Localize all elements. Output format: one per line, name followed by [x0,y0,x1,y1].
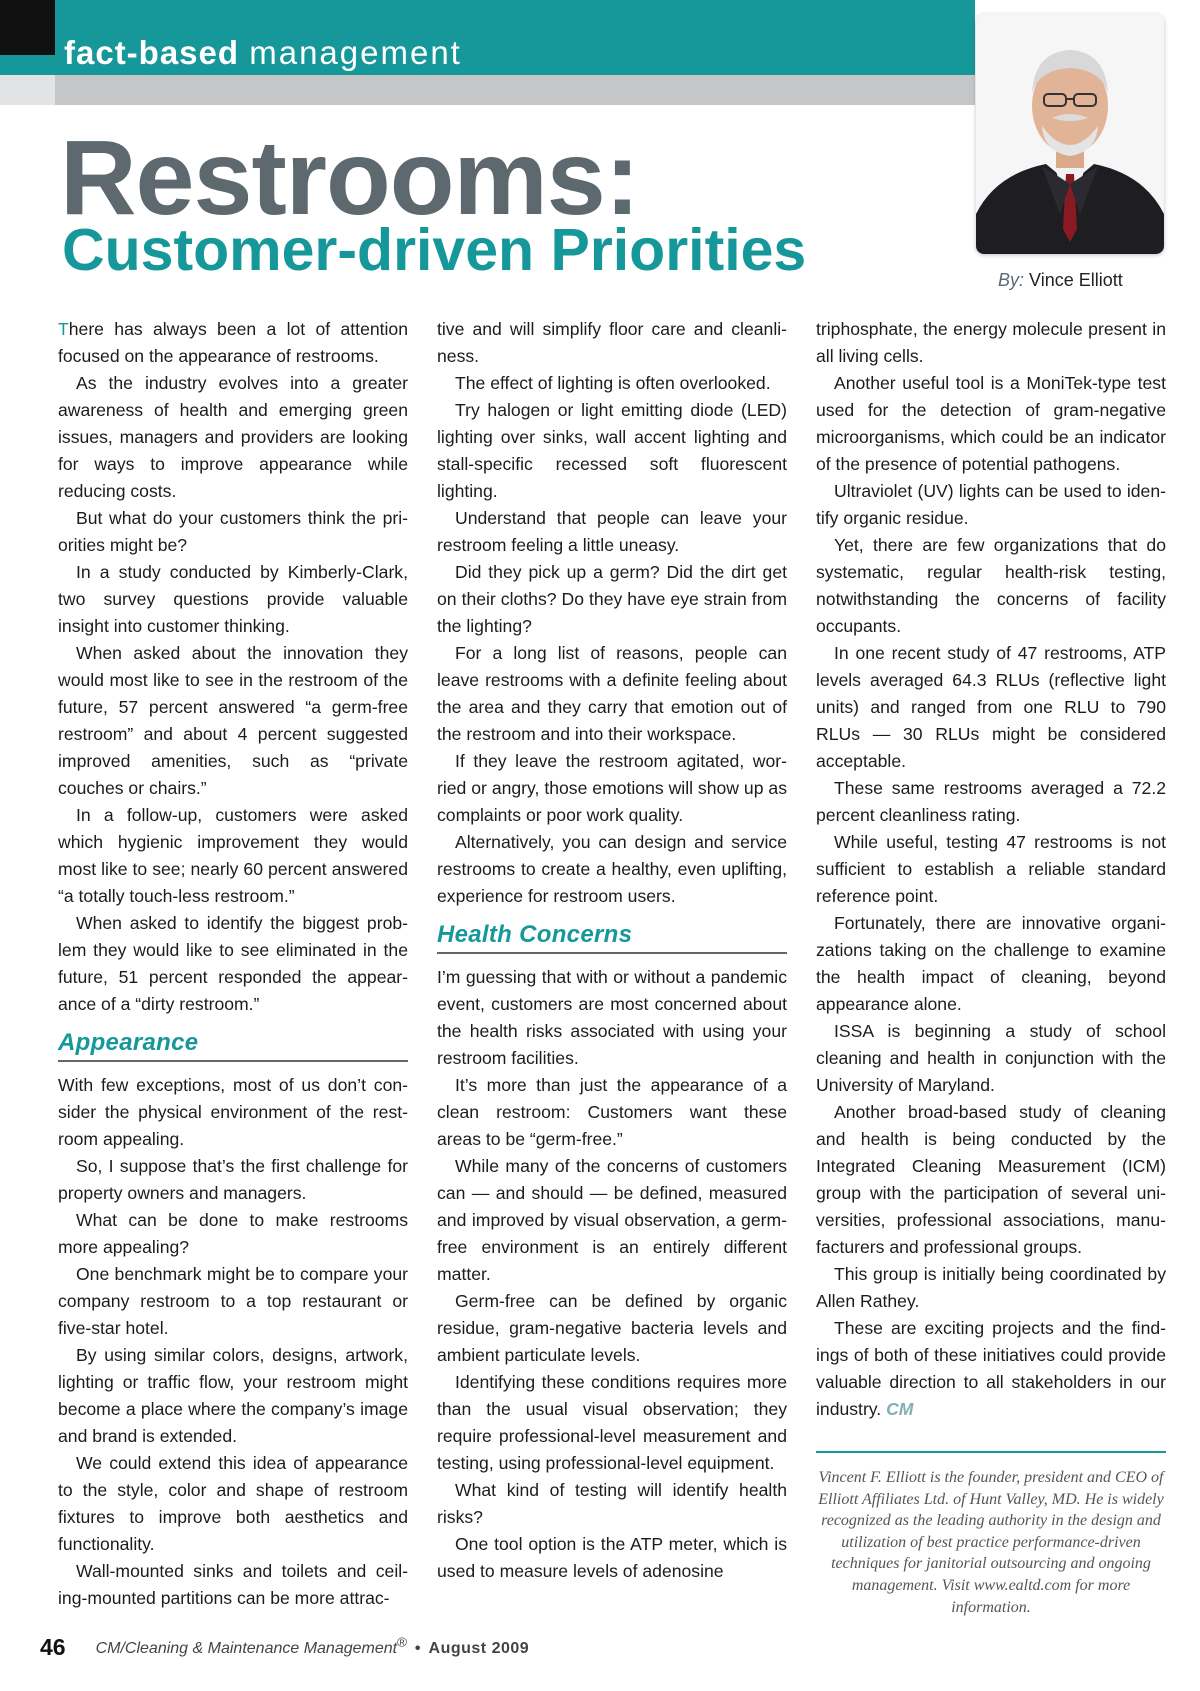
section-label [64,33,462,73]
section-heading-health-concerns: Health Concerns [437,920,787,954]
paragraph: In a study conducted by Kimberly-Clark, two survey questions provide valuable insight into customer thinking. [58,562,408,636]
paragraph: I’m guessing that with or without a pandemic event, customers are most concerned about the health risks associated with using your restroom facilities. [437,967,787,1068]
paragraph: Did they pick up a germ? Did the dirt get on their cloths? Do they have eye strain from the lighting? [437,562,787,636]
paragraph: Another useful tool is a MoniTek-type test used for the detection of gram-negative microorganisms, which could be an indicator of the presence of potential pathogens. [816,373,1166,474]
paragraph: When asked about the innovation they would most like to see in the restroom of the future, 57 percent answered “a germ-free restroom” and about 4 percent suggested improved amenities, such as “private couches or chairs.” [58,643,408,798]
paragraph: One tool option is the ATP meter, which is used to measure levels of adenosine [437,1534,787,1581]
column-2 [437,316,787,1585]
paragraph: What can be done to make restrooms more appealing? [58,1210,408,1257]
paragraph: It’s more than just the appearance of a clean restroom: Customers want these areas to be “germ-free.” [437,1075,787,1149]
paragraph: These same restrooms averaged a 72.2 percent cleanliness rating. [816,778,1166,825]
paragraph: With few exceptions, most of us don’t consider the physical environment of the restroom appealing. [58,1075,408,1149]
paragraph: So, I suppose that’s the first challenge for property owners and managers. [58,1156,408,1203]
bio-divider [816,1451,1166,1453]
author-name: Vince Elliott [1029,270,1123,290]
section-tab [0,0,55,55]
paragraph: There has always been a lot of attention focused on the appearance of restrooms. [58,319,408,366]
paragraph: In one recent study of 47 restrooms, ATP levels averaged 64.3 RLUs (reflective light units) and ranged from one RLU to 790 RLUs — 30 RLUs might be considered acceptable. [816,643,1166,771]
paragraph: We could extend this idea of appearance to the style, color and shape of restroom fixtures to improve both aesthetics and functionality. [58,1453,408,1554]
paragraph: Another broad-based study of cleaning and health is being conducted by the Integrated Cleaning Measurement (ICM) group with the participation of several universities, professional associations, manufacturers and professional groups. [816,1102,1166,1257]
paragraph: Germ-free can be defined by organic residue, gram-negative bacteria levels and ambient particulate levels. [437,1291,787,1365]
paragraph: As the industry evolves into a greater awareness of health and emerging green issues, managers and providers are looking for ways to improve appearance while reducing costs. [58,373,408,501]
paragraph: Alternatively, you can design and service restrooms to create a healthy, even uplifting, experience for restroom users. [437,832,787,906]
paragraph: Yet, there are few organizations that do systematic, regular health-risk testing, notwithstanding the concerns of facility occupants. [816,535,1166,636]
paragraph: tive and will simplify floor care and cleanliness. [437,319,787,366]
paragraph: Ultraviolet (UV) lights can be used to identify organic residue. [816,481,1166,528]
paragraph: Understand that people can leave your restroom feeling a little uneasy. [437,508,787,555]
author-photo [976,14,1164,254]
paragraph: Wall-mounted sinks and toilets and ceiling-mounted partitions can be more attrac- [58,1561,408,1608]
registered-mark: ® [397,1634,407,1650]
column-1 [58,316,408,1612]
paragraph: In a follow-up, customers were asked which hygienic improvement they would most like to see; nearly 60 percent answered “a totally touch-less restroom.” [58,805,408,906]
paragraph: Try halogen or light emitting diode (LED) lighting over sinks, wall accent lighting and stall-specific recessed soft fluorescent lighting. [437,400,787,501]
paragraph-last [816,1315,1166,1423]
publication-name: CM/Cleaning & Maintenance Management [95,1640,398,1657]
byline-prefix: By: [998,270,1025,290]
paragraph: The effect of lighting is often overlooked. [455,373,771,393]
paragraph: What kind of testing will identify health risks? [437,1480,787,1527]
article-title: Restrooms: [60,119,640,237]
footer-separator: • [414,1640,421,1657]
paragraph: If they leave the restroom agitated, worried or angry, those emotions will show up as complaints or poor work quality. [437,751,787,825]
byline [998,270,1123,291]
section-label-bold: fact-based [64,34,240,71]
article-subtitle: Customer-driven Priorities [62,217,807,283]
last-paragraph-text: These are exciting projects and the findings of both of these initiatives could provide valuable direction to all stakeholders in our industry. [816,1318,1166,1419]
paragraph: Identifying these conditions requires more than the usual visual observation; they require professional-level measurement and testing, using professional-level equipment. [437,1372,787,1473]
paragraph: Fortunately, there are innovative organizations taking on the challenge to examine the health impact of cleaning, beyond appearance alone. [816,913,1166,1014]
paragraph: By using similar colors, designs, artwork, lighting or traffic flow, your restroom might become a place where the company’s image and brand is extended. [58,1345,408,1446]
page-footer [40,1634,529,1661]
section-heading-appearance: Appearance [58,1028,408,1062]
paragraph: One benchmark might be to compare your company restroom to a top restaurant or five-star hotel. [58,1264,408,1338]
paragraph: This group is initially being coordinated by Allen Rathey. [816,1264,1166,1311]
gray-bar [55,75,975,105]
paragraph: While many of the concerns of customers can — and should — be defined, measured and improved by visual observation, a germ-free environment is an entirely different matter. [437,1156,787,1284]
issue-date: August 2009 [428,1640,530,1657]
gray-bar-left [0,75,55,105]
paragraph: When asked to identify the biggest problem they would like to see eliminated in the future, 51 percent responded the appearance of a “dirty restroom.” [58,913,408,1014]
paragraph: But what do your customers think the priorities might be? [58,508,408,555]
section-label-light: management [249,34,462,71]
author-portrait-image [976,14,1164,254]
paragraph: ISSA is beginning a study of school cleaning and health in conjunction with the University of Maryland. [816,1021,1166,1095]
author-bio: Vincent F. Elliott is the founder, president and CEO of Elliott Affiliates Ltd. of Hunt Valley, MD. He is widely recognized as the leading authority in the design and utilization of best practice performance-driven techniques for janitorial outsourcing and ongoing management. Visit www.ealtd.com for more information. [818,1469,1164,1616]
column-3 [816,316,1166,1618]
paragraph: For a long list of reasons, people can leave restrooms with a definite feeling about the area and they carry that emotion out of the restroom and into their workspace. [437,643,787,744]
paragraph: triphosphate, the energy molecule present in all living cells. [816,319,1166,366]
paragraph: While useful, testing 47 restrooms is not sufficient to establish a reliable standard reference point. [816,832,1166,906]
end-mark: CM [886,1399,914,1419]
page-number: 46 [40,1634,66,1660]
